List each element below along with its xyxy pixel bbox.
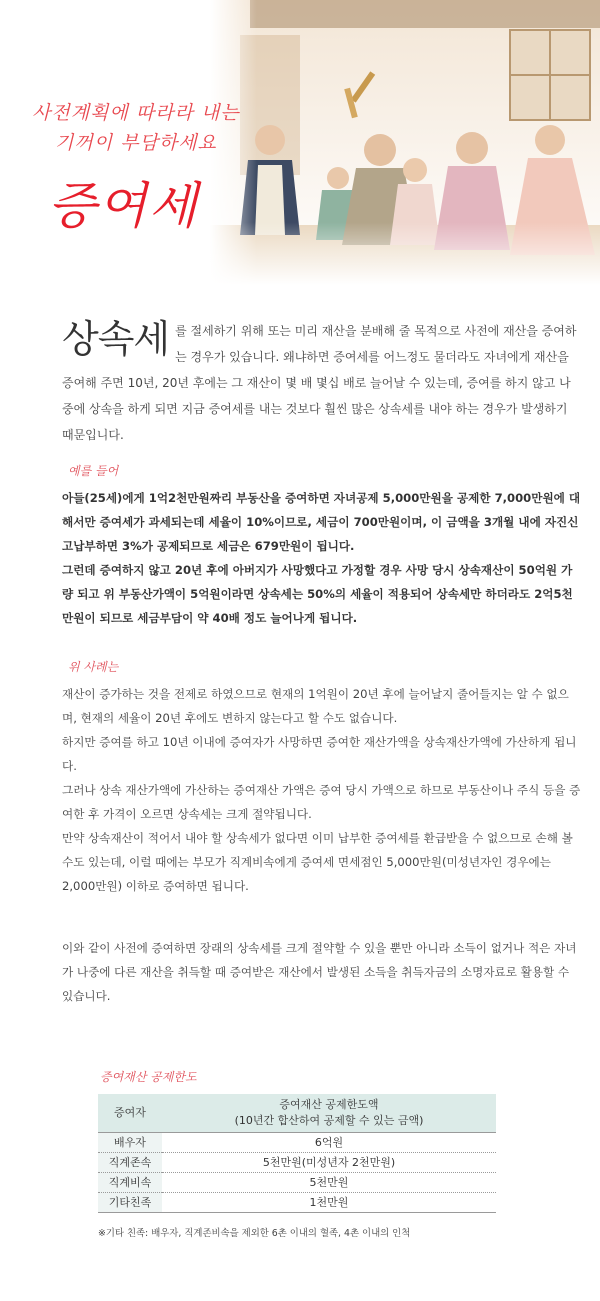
cell-giver: 배우자 <box>98 1133 162 1153</box>
table-row <box>98 1173 496 1193</box>
conclusion-paragraph: 이와 같이 사전에 증여하면 장래의 상속세를 크게 절약할 수 있을 뿐만 아니라 소득이 없거나 적은 자녀가 나중에 다른 재산을 취득할 때 증여받은 재산에서 발생된 소득을 취득자금의 소명자료로 활용할 수 있습니다. <box>62 941 577 1003</box>
example-label: 예를 들어 <box>68 464 119 478</box>
header-giver: 증여자 <box>98 1094 162 1133</box>
deduction-table <box>98 1094 496 1213</box>
table-row <box>98 1133 496 1153</box>
table-row <box>98 1153 496 1173</box>
cases-paragraph: 그러나 상속 재산가액에 가산하는 증여재산 가액은 증여 당시 가액으로 하므로 부동산이나 주식 등을 증여한 후 가격이 오르면 상속세는 크게 절약됩니다. <box>62 783 581 821</box>
cases-paragraph: 하지만 증여를 하고 10년 이내에 증여자가 사망하면 증여한 재산가액을 상속재산가액에 가산하게 됩니다. <box>62 735 577 773</box>
cell-giver: 기타친족 <box>98 1193 162 1213</box>
hero-subtitle-line2: 기꺼이 부담하세요 <box>55 132 217 154</box>
table-footnote: ※기타 친족: 배우자, 직계존비속을 제외한 6촌 이내의 혈족, 4촌 이내의 인척 <box>98 1228 411 1239</box>
cases-label: 위 사례는 <box>68 660 119 674</box>
deduction-table-label: 증여재산 공제한도 <box>100 1070 197 1084</box>
example-section <box>62 486 582 630</box>
cell-limit: 1천만원 <box>162 1193 496 1213</box>
example-paragraph: 아들(25세)에게 1억2천만원짜리 부동산을 증여하면 자녀공제 5,000만원을 공제한 7,000만원에 대해서만 증여세가 과세되는데 세율이 10%이므로, 세금이 700만원이며, 이 금액을 3개월 내에 자진신고납부하면 3%가 공제되므로 세금은 679만원이 됩니다. <box>62 491 581 553</box>
cell-giver: 직계존속 <box>98 1153 162 1173</box>
hero-subtitle-line1: 사전계획에 따라라 내는 <box>32 102 240 124</box>
cell-giver: 직계비속 <box>98 1173 162 1193</box>
example-paragraph: 그런데 증여하지 않고 20년 후에 아버지가 사망했다고 가정할 경우 사망 당시 상속재산이 50억원 가량 되고 위 부동산가액이 5억원이라면 상속세는 50%의 세율이 적용되어 상속세만 하더라도 2억5천만원이 되므로 세금부담이 약 40배 정도 늘어나게 됩니다. <box>62 563 573 625</box>
intro-body: 를 절세하기 위해 또는 미리 재산을 분배해 줄 목적으로 사전에 재산을 증여하는 경우가 있습니다. 왜냐하면 증여세를 어느정도 물더라도 자녀에게 재산을 증여해 주면 10년, 20년 후에는 그 재산이 몇 배 몇십 배로 늘어날 수 있는데, 증여를 하지 않고 나중에 상속을 하게 되면 지금 증여세를 내는 것보다 훨씬 많은 상속세를 내야 하는 경우가 발생하기 때문입니다. <box>62 324 577 442</box>
intro-lead-word: 상속세 <box>62 317 170 361</box>
header-limit-line1: 증여재산 공제한도액 <box>279 1098 379 1111</box>
cell-limit: 6억원 <box>162 1133 496 1153</box>
intro-paragraph <box>62 318 582 448</box>
cases-section <box>62 682 582 898</box>
table-row <box>98 1193 496 1213</box>
family-photo <box>210 0 600 285</box>
hero-banner <box>0 0 600 290</box>
header-limit <box>162 1094 496 1133</box>
table-header-row <box>98 1094 496 1133</box>
cases-paragraph: 만약 상속재산이 적어서 내야 할 상속세가 없다면 이미 납부한 증여세를 환급받을 수 없으므로 손해 볼 수도 있는데, 이럴 때에는 부모가 직계비속에게 증여세 면세점인 5,000만원(미성년자인 경우에는 2,000만원) 이하로 증여하면 됩니다. <box>62 831 573 893</box>
header-limit-line2: (10년간 합산하여 공제할 수 있는 금액) <box>234 1114 424 1127</box>
hero-title: 증여세 <box>48 177 199 235</box>
cell-limit: 5천만원 <box>162 1173 496 1193</box>
cases-paragraph: 재산이 증가하는 것을 전제로 하였으므로 현재의 1억원이 20년 후에 늘어날지 줄어들지는 알 수 없으며, 현재의 세율이 20년 후에도 변하지 않는다고 할 수도 없습니다. <box>62 687 569 725</box>
cell-limit: 5천만원(미성년자 2천만원) <box>162 1153 496 1173</box>
